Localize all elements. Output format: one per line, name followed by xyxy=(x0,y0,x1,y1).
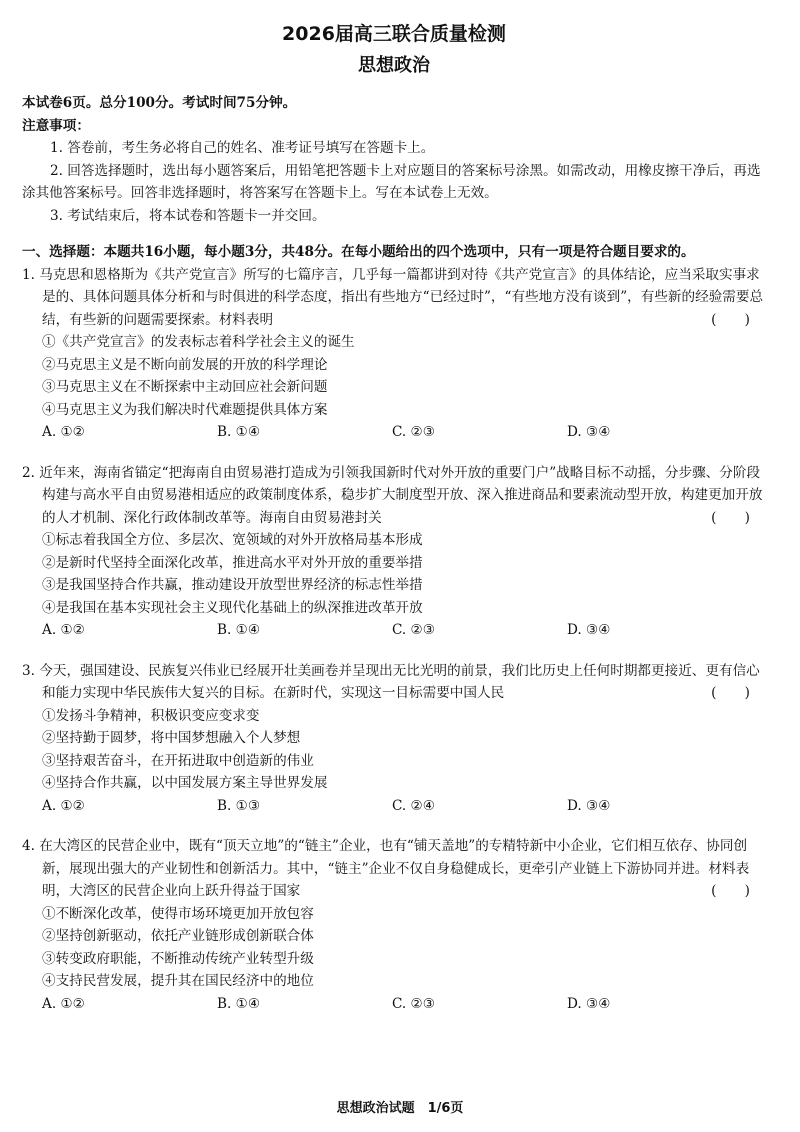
answer-choices xyxy=(22,619,766,642)
answer-bracket: ( ) xyxy=(711,509,762,526)
statement-option: ④马克思主义为我们解决时代难题提供具体方案 xyxy=(42,401,328,418)
statement-option: ③是我国坚持合作共赢，推动建设开放型世界经济的标志性举措 xyxy=(42,577,423,593)
choice-d: D. ③④ xyxy=(567,995,611,1012)
choice-a: A. ①② xyxy=(42,622,85,638)
statement-option: ④坚持合作共赢，以中国发展方案主导世界发展 xyxy=(42,775,328,791)
question-3 xyxy=(22,660,766,818)
statement-option: ①《共产党宣言》的发表标志着科学社会主义的诞生 xyxy=(42,334,355,350)
choice-c: C. ②③ xyxy=(392,424,435,440)
question-stem-text: 1. 马克思和恩格斯为《共产党宣言》所写的七篇序言，几乎每一篇都讲到对待《共产党宣言》的具体结论，应当采取实事求是的、具体问题具体分析和与时俱进的科学态度，指出有些地方“已经过时”，“有些地方没有谈到”，有些新的经验需要总结，有些新的问题需要探索。材料表明 xyxy=(22,266,764,328)
statement-option: ②是新时代坚持全面深化改革，推进高水平对外开放的重要举措 xyxy=(42,554,423,571)
exam-title: 2026届高三联合质量检测 xyxy=(282,23,506,45)
choice-b: B. ①④ xyxy=(217,622,261,638)
question-1 xyxy=(22,264,766,444)
choice-a: A. ①② xyxy=(42,995,85,1012)
choice-d: D. ③④ xyxy=(567,797,611,814)
answer-bracket: ( ) xyxy=(711,685,762,701)
statement-option: ③马克思主义在不断探索中主动回应社会新问题 xyxy=(42,379,328,395)
notice-item: 2. 回答选择题时，选出每小题答案后，用铅笔把答题卡上对应题目的答案标号涂黑。如需改动，用橡皮擦干净后，再选涂其他答案标号。回答非选择题时，将答案写在答题卡上。写在本试卷上无效。 xyxy=(22,162,761,201)
question-stem xyxy=(22,660,766,705)
notice-title: 注意事项： xyxy=(22,117,90,134)
choice-b: B. ①④ xyxy=(217,424,261,440)
notice-item: 3. 考试结束后，将本试卷和答题卡一并交回。 xyxy=(50,207,326,224)
choice-c: C. ②④ xyxy=(392,797,435,814)
answer-bracket: ( ) xyxy=(711,883,762,899)
answer-choices xyxy=(22,795,766,818)
statement-option: ②坚持勤于圆梦，将中国梦想融入个人梦想 xyxy=(42,730,301,746)
answer-choices xyxy=(22,421,766,444)
choice-c: C. ②③ xyxy=(392,995,435,1012)
statement-option: ④支持民营发展，提升其在国民经济中的地位 xyxy=(42,973,314,989)
question-2 xyxy=(22,462,766,642)
statement-option: ②马克思主义是不断向前发展的开放的科学理论 xyxy=(42,356,328,373)
choice-d: D. ③④ xyxy=(567,424,611,440)
statement-option: ①发扬斗争精神，积极识变应变求变 xyxy=(42,707,260,724)
choice-d: D. ③④ xyxy=(567,622,611,638)
section-heading: 一、选择题：本题共16小题，每小题3分，共48分。在每小题给出的四个选项中，只有一项是符合题目要求的。 xyxy=(22,244,695,260)
choice-a: A. ①② xyxy=(42,797,85,814)
notice-item: 1. 答卷前，考生务必将自己的姓名、准考证号填写在答题卡上。 xyxy=(50,140,435,156)
choice-a: A. ①② xyxy=(42,424,85,440)
choice-b: B. ①③ xyxy=(217,797,261,814)
statement-option: ③坚持艰苦奋斗，在开拓进取中创造新的伟业 xyxy=(42,752,314,769)
answer-choices xyxy=(22,993,766,1016)
question-stem xyxy=(22,835,766,903)
question-stem-text: 2. 近年来，海南省锚定“把海南自由贸易港打造成为引领我国新时代对外开放的重要门户”战略目标不动摇，分步骤、分阶段构建与高水平自由贸易港相适应的政策制度体系，稳步扩大制度型开放、深入推进商品和要素流动型开放，构建更加开放的人才机制、深化行政体制改革等。海南自由贸易港封关 xyxy=(22,464,763,526)
exam-info: 本试卷6页。总分100分。考试时间75分钟。 xyxy=(22,95,297,111)
statement-option: ①标志着我国全方位、多层次、宽领域的对外开放格局基本形成 xyxy=(42,532,423,548)
question-4 xyxy=(22,835,766,1015)
statement-option: ①不断深化改革，使得市场环境更加开放包容 xyxy=(42,905,314,922)
page-footer: 思想政治试题 1/6页 xyxy=(336,1101,464,1116)
question-stem-text: 3. 今天，强国建设、民族复兴伟业已经展开壮美画卷并呈现出无比光明的前景，我们比历史上任何时期都更接近、更有信心和能力实现中华民族伟大复兴的目标。在新时代，实现这一目标需要中国人民 xyxy=(22,662,760,701)
statement-option: ③转变政府职能，不断推动传统产业转型升级 xyxy=(42,950,314,967)
question-stem xyxy=(22,264,766,332)
choice-c: C. ②③ xyxy=(392,622,435,638)
choice-b: B. ①④ xyxy=(217,995,261,1012)
question-stem xyxy=(22,462,766,530)
statement-option: ④是我国在基本实现社会主义现代化基础上的纵深推进改革开放 xyxy=(42,599,423,616)
subject-title: 思想政治 xyxy=(358,55,430,76)
statement-option: ②坚持创新驱动，依托产业链形成创新联合体 xyxy=(42,928,314,944)
answer-bracket: ( ) xyxy=(711,311,762,328)
question-stem-text: 4. 在大湾区的民营企业中，既有“顶天立地”的“链主”企业，也有“铺天盖地”的专精特新中小企业，它们相互依存、协同创新，展现出强大的产业韧性和创新活力。其中，“链主”企业不仅自身稳健成长，更牵引产业链上下游协同并进。材料表明，大湾区的民营企业向上跃升得益于国家 xyxy=(22,838,750,899)
